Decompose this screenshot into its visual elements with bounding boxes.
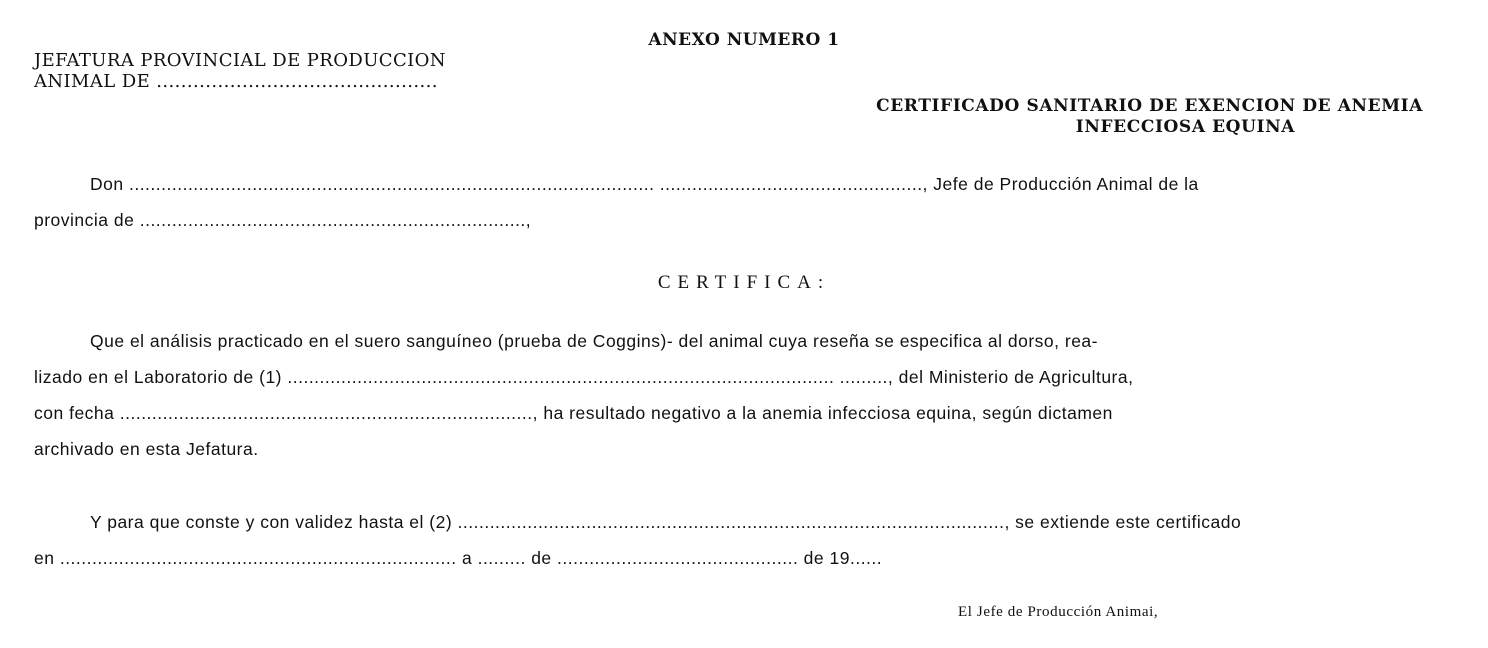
certificate-title — [723, 96, 1423, 138]
paragraph-validity — [34, 508, 1454, 572]
validity-line-2: en .......................................................................... a ......... de ............................................. de 19...... — [34, 548, 883, 568]
certificate-title-line-2: INFECCIOSA EQUINA — [1075, 117, 1295, 137]
don-line-1: Don .................................................................................................. ................................................., Jefe de Producción Animal de la — [90, 174, 1199, 194]
annex-title: ANEXO NUMERO 1 — [648, 30, 840, 50]
don-line-2: provincia de ........................................................................, — [34, 210, 532, 230]
analysis-line-3: con fecha ............................................................................., ha resultado negativo a la anemia infecciosa equina, según dictamen — [34, 403, 1113, 423]
issuing-office — [34, 50, 446, 92]
analysis-line-1: Que el análisis practicado en el suero sanguíneo (prueba de Coggins)- del animal cuya reseña se especifica al dorso, rea- — [90, 331, 1098, 351]
certifica-heading: CERTIFICA: — [657, 272, 831, 293]
office-line-2: ANIMAL DE .............................................. — [34, 71, 438, 92]
analysis-line-2: lizado en el Laboratorio de (1) ...................................................................................................... ........., del Ministerio de Agricultura, — [34, 367, 1134, 387]
analysis-line-4: archivado en esta Jefatura. — [34, 439, 259, 459]
certificate-title-line-1: CERTIFICADO SANITARIO DE EXENCION DE ANEMIA — [876, 96, 1423, 116]
paragraph-analysis — [34, 327, 1454, 463]
office-line-1: JEFATURA PROVINCIAL DE PRODUCCION — [34, 50, 446, 71]
validity-line-1: Y para que conste y con validez hasta el (2) ......................................................................................................, se extiende este certificado — [90, 512, 1242, 532]
paragraph-don — [34, 170, 1454, 234]
signature-label: El Jefe de Producción Animai, — [958, 604, 1159, 620]
